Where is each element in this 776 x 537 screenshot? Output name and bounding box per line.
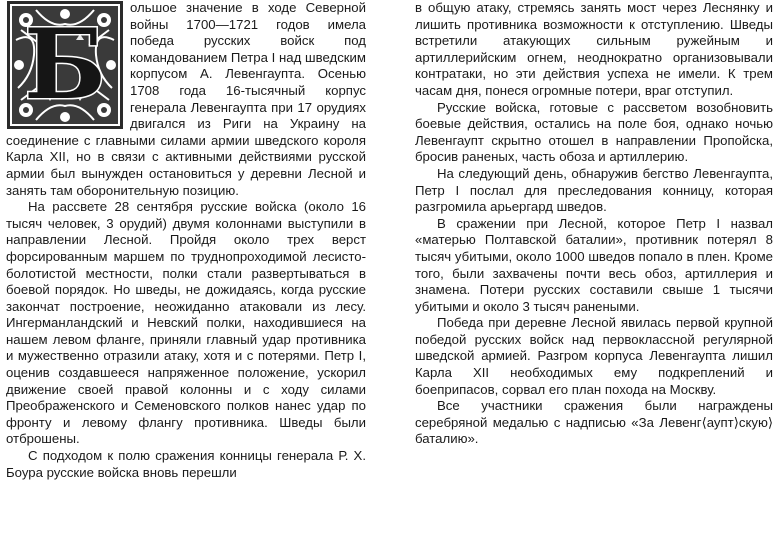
dropcap-letter: Б — [23, 8, 107, 121]
paragraph: Все участники сражения были награждены серебряной медалью с надписью «За Левенг⟨аупт⟩скую⟩ баталию». — [415, 398, 773, 447]
paragraph: В сражении при Лесной, которое Петр I назвал «матерью Полтавской баталии», противник потерял 8 тысяч убитыми, около 1000 шведов попало в плен. Кроме того, были захвачены почти весь обоз, артиллерия и знамена. Потери русских составили свыше 1 тысячи убитыми и около 3 тысяч ранеными. — [415, 215, 773, 314]
paragraph: ольшое значение в ходе Северной войны 1700—1721 годов имела победа русских войск под командованием Петра I над шведским корпусом А. Левенгаупта. Осенью 1708 года 16-тысячный корпус генерала Левенгаупта при 17 орудиях двигался из Риги на Украину на соединение с главными силами армии шведского короля Карла XII, но в связи с активными действиями русской армии был вынужден остановиться у деревни Лесной и занять там оборонительную позицию. — [6, 0, 366, 198]
ornamental-dropcap — [6, 0, 124, 130]
paragraph: На следующий день, обнаружив бегство Левенгаупта, Петр I послал для преследования конницу, которая разгромила арьергард шведов. — [415, 165, 773, 215]
paragraph: в общую атаку, стремясь занять мост через Леснянку и лишить противника возможности к отступлению. Шведы встретили атакующих сильным ружейным и артиллерийским огнем, неоднократно организовывали контратаки, но эти действия успеха не имели. К трем часам дня, понеся огромные потери, враг отступил. — [415, 0, 773, 98]
paragraph: Победа при деревне Лесной явилась первой крупной победой русских войск над первоклассной регулярной шведской армией. Разгром корпуса Левенгаупта лишил Карла XII необходимых ему подкреплений и боеприпасов, сорвал его план похода на Москву. — [415, 315, 773, 397]
left-column — [6, 0, 366, 481]
paragraph: С подходом к полю сражения конницы генерала Р. Х. Боура русские войска вновь перешли — [6, 448, 366, 480]
paragraph: Русские войска, готовые с рассветом возобновить боевые действия, остались на поле боя, однако ночью Левенгаупт скрытно отошел в направлении Пропойска, бросив раненых, часть обоза и артиллерию. — [415, 99, 773, 165]
right-column — [415, 0, 773, 448]
paragraph: На рассвете 28 сентября русские войска (около 16 тысяч человек, 3 орудий) двумя колоннами выступили в направлении Лесной. Пройдя около трех верст форсированным маршем по труднопроходимой лесисто-болотистой местности, полки стали развертываться в боевой порядок. Но шведы, не дожидаясь, когда русские закончат построение, неожиданно атаковали из лесу. Ингерманландский и Невский полки, находившиеся на нашем левом фланге, приняли главный удар противника и мужественно отразили атаку, хотя и с потерями. Петр I, оценив создавшееся напряженное положение, ускорил движение своей правой колонны и с ходу силами Преображенского и Семеновского полков нанес удар по фронту и левому флангу противника. Шведы были отброшены. — [6, 199, 366, 447]
